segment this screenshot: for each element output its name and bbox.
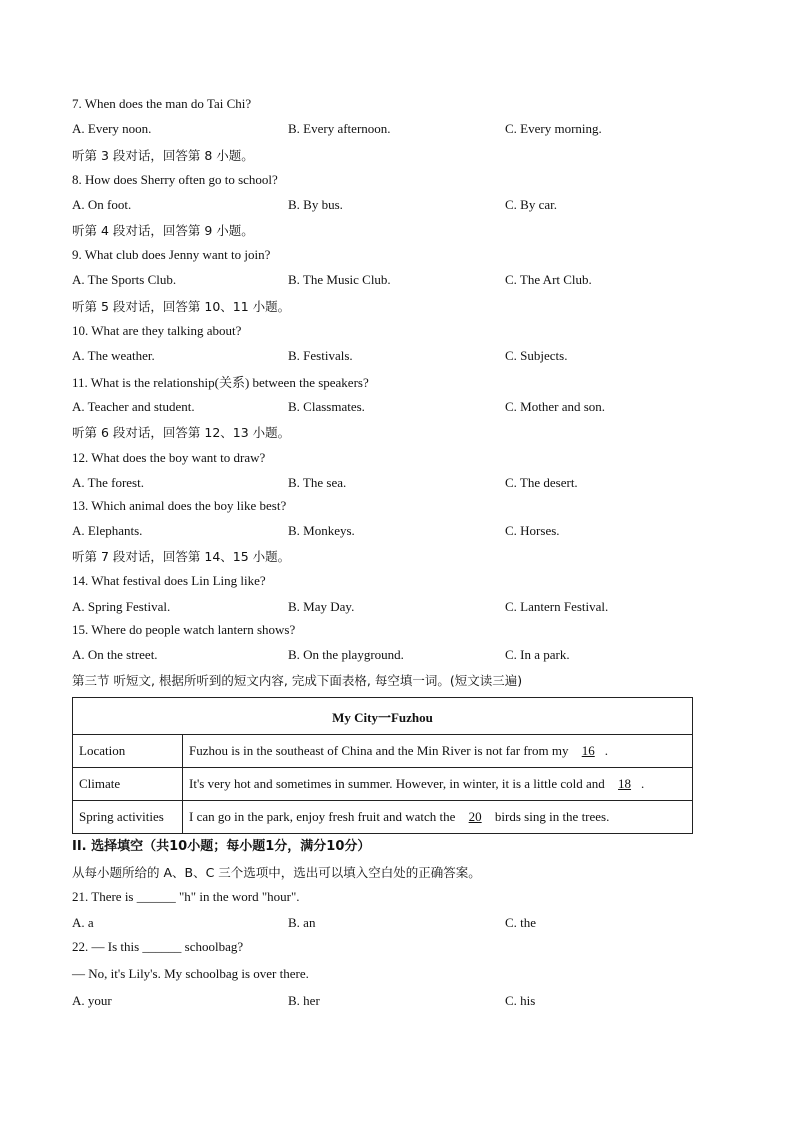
question-10-option-b: B. Festivals.: [288, 348, 353, 363]
question-12-stem: 12. What does the boy want to draw?: [72, 450, 266, 465]
question-13-option-c: C. Horses.: [505, 523, 560, 538]
question-8-option-b: B. By bus.: [288, 197, 343, 212]
part2-title: II. 选择填空（共10小题；每小题1分，满分10分）: [72, 839, 371, 854]
row-label: Location: [73, 735, 183, 768]
question-14-option-b: B. May Day.: [288, 599, 355, 614]
row-text-end: .: [641, 776, 645, 791]
part2-instruction: 从每小题所给的 A、B、C 三个选项中，选出可以填入空白处的正确答案。: [72, 865, 481, 880]
row-text-end: birds sing in the trees.: [491, 809, 610, 824]
question-8-stem: 8. How does Sherry often go to school?: [72, 172, 278, 187]
question-7-option-a: A. Every noon.: [72, 121, 152, 136]
row-content: [183, 801, 693, 834]
question-14-option-a: A. Spring Festival.: [72, 599, 171, 614]
question-7-stem: 7. When does the man do Tai Chi?: [72, 96, 252, 111]
question-12-option-c: C. The desert.: [505, 475, 578, 490]
section-instruction-3: 听第 3 段对话，回答第 8 小题。: [72, 148, 254, 163]
section-instruction-4: 听第 4 段对话，回答第 9 小题。: [72, 223, 254, 238]
question-7-option-b: B. Every afternoon.: [288, 121, 391, 136]
question-22-reply: — No, it's Lily's. My schoolbag is over there.: [72, 966, 309, 981]
question-7-option-c: C. Every morning.: [505, 121, 602, 136]
answer-blank-16[interactable]: 16: [581, 743, 595, 758]
question-11-option-a: A. Teacher and student.: [72, 399, 195, 414]
row-content: [183, 768, 693, 801]
question-13-stem: 13. Which animal does the boy like best?: [72, 498, 287, 513]
table-row: [73, 735, 693, 768]
row-text: I can go in the park, enjoy fresh fruit and watch the: [189, 809, 459, 824]
question-11-option-c: C. Mother and son.: [505, 399, 606, 414]
row-label: Climate: [73, 768, 183, 801]
question-22-option-a: A. your: [72, 993, 112, 1008]
question-11-option-b: B. Classmates.: [288, 399, 365, 414]
question-14-option-c: C. Lantern Festival.: [505, 599, 609, 614]
question-21-stem: 21. There is ______ "h" in the word "hour".: [72, 889, 300, 904]
section-instruction-6: 听第 6 段对话，回答第 12、13 小题。: [72, 425, 291, 440]
answer-blank-18[interactable]: 18: [618, 776, 632, 791]
row-content: [183, 735, 693, 768]
section-instruction-5: 听第 5 段对话，回答第 10、11 小题。: [72, 299, 291, 314]
question-22-option-c: C. his: [505, 993, 536, 1008]
row-label: Spring activities: [73, 801, 183, 834]
row-text: It's very hot and sometimes in summer. However, in winter, it is a little cold and: [189, 776, 609, 791]
table-title: My City一Fuzhou: [73, 698, 693, 735]
question-21-option-a: A. a: [72, 915, 94, 930]
question-9-option-b: B. The Music Club.: [288, 272, 391, 287]
question-12-option-a: A. The forest.: [72, 475, 144, 490]
question-9-option-a: A. The Sports Club.: [72, 272, 177, 287]
question-15-option-a: A. On the street.: [72, 647, 158, 662]
row-text: Fuzhou is in the southeast of China and the Min River is not far from my: [189, 743, 572, 758]
table-header-row: [73, 698, 693, 735]
question-21-option-c: C. the: [505, 915, 537, 930]
table-row: [73, 768, 693, 801]
question-15-stem: 15. Where do people watch lantern shows?: [72, 622, 296, 637]
part3-instruction: 第三节 听短文, 根据所听到的短文内容, 完成下面表格, 每空填一词。(短文读三遍): [72, 673, 523, 688]
question-13-option-b: B. Monkeys.: [288, 523, 355, 538]
question-8-option-c: C. By car.: [505, 197, 557, 212]
question-10-option-a: A. The weather.: [72, 348, 155, 363]
question-22-option-b: B. her: [288, 993, 320, 1008]
table-row: [73, 801, 693, 834]
question-9-stem: 9. What club does Jenny want to join?: [72, 247, 271, 262]
question-10-option-c: C. Subjects.: [505, 348, 568, 363]
question-22-stem: 22. — Is this ______ schoolbag?: [72, 939, 244, 954]
question-13-option-a: A. Elephants.: [72, 523, 143, 538]
question-21-option-b: B. an: [288, 915, 316, 930]
question-12-option-b: B. The sea.: [288, 475, 347, 490]
question-8-option-a: A. On foot.: [72, 197, 132, 212]
section-instruction-7: 听第 7 段对话，回答第 14、15 小题。: [72, 549, 291, 564]
question-15-option-b: B. On the playground.: [288, 647, 404, 662]
question-15-option-c: C. In a park.: [505, 647, 570, 662]
my-city-table: [72, 697, 693, 834]
question-9-option-c: C. The Art Club.: [505, 272, 592, 287]
answer-blank-20[interactable]: 20: [468, 809, 482, 824]
question-11-stem: 11. What is the relationship(关系) between the speakers?: [72, 375, 369, 390]
row-text-end: .: [604, 743, 608, 758]
question-10-stem: 10. What are they talking about?: [72, 323, 242, 338]
question-14-stem: 14. What festival does Lin Ling like?: [72, 573, 266, 588]
